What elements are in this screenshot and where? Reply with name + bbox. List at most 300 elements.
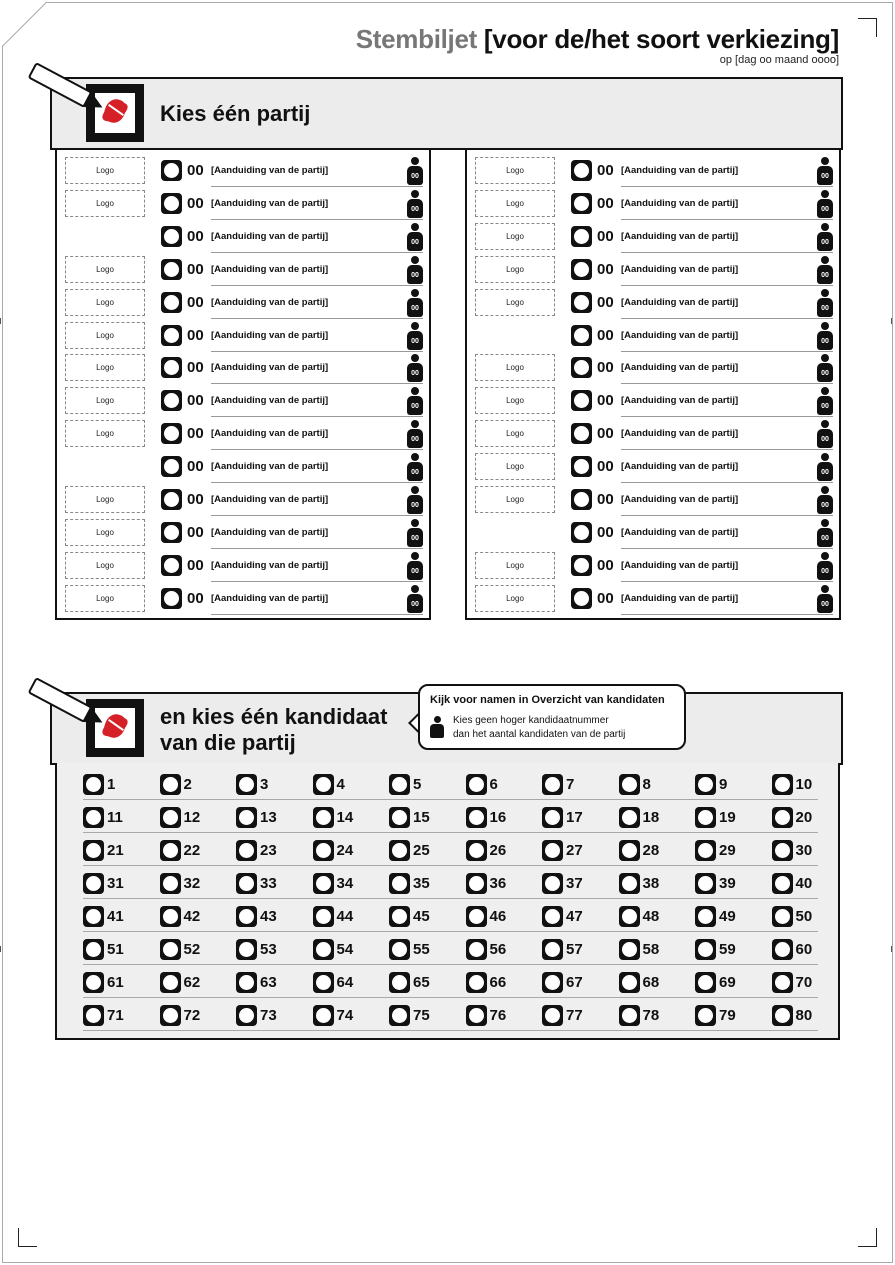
candidate-number: 48 — [642, 908, 660, 925]
candidate-vote-button[interactable] — [542, 939, 563, 960]
party-name: [Aanduiding van de partij] — [211, 296, 329, 308]
party-vote-button[interactable] — [571, 357, 592, 378]
person-head — [411, 585, 419, 593]
candidate-vote-button[interactable] — [313, 774, 334, 795]
vote-circle-icon — [86, 909, 101, 924]
party-number: 00 — [597, 162, 614, 179]
party-name: [Aanduiding van de partij] — [211, 428, 329, 440]
candidate-vote-button[interactable] — [695, 807, 716, 828]
party-number: 00 — [597, 491, 614, 508]
vote-circle-icon — [574, 229, 589, 244]
person-head — [821, 354, 829, 362]
candidate-vote-button[interactable] — [695, 774, 716, 795]
candidate-grid — [55, 763, 840, 1040]
party-vote-button[interactable] — [161, 325, 182, 346]
party-vote-button[interactable] — [571, 259, 592, 280]
party-vote-button[interactable] — [571, 292, 592, 313]
vote-circle-icon — [775, 909, 790, 924]
vote-circle-icon — [469, 876, 484, 891]
candidate-vote-button[interactable] — [236, 906, 257, 927]
party-vote-button[interactable] — [161, 489, 182, 510]
party-logo — [475, 190, 555, 217]
vote-circle-icon — [574, 591, 589, 606]
candidate-number: 27 — [566, 842, 583, 859]
party-number: 00 — [187, 392, 204, 410]
candidate-number: 78 — [642, 1007, 660, 1024]
party-row[interactable] — [57, 319, 429, 352]
vote-circle-icon — [545, 942, 560, 957]
party-row[interactable] — [57, 582, 429, 615]
vote-circle-icon — [164, 459, 179, 474]
party-logo — [65, 486, 145, 513]
person-icon — [816, 585, 834, 613]
vote-circle-icon — [545, 1008, 560, 1023]
party-name: [Aanduiding van de partij] — [211, 461, 329, 473]
candidate-vote-button[interactable] — [236, 972, 257, 993]
candidate-vote-button[interactable] — [160, 972, 181, 993]
person-icon — [406, 486, 424, 514]
candidate-vote-button[interactable] — [695, 939, 716, 960]
edge-tick — [0, 318, 1, 324]
party-vote-button[interactable] — [161, 259, 182, 280]
candidate-vote-button[interactable] — [313, 807, 334, 828]
party-vote-button[interactable] — [571, 423, 592, 444]
party-row[interactable] — [57, 483, 429, 516]
party-row[interactable] — [467, 450, 839, 483]
party-name: [Aanduiding van de partij] — [211, 494, 329, 505]
vote-circle-icon — [163, 975, 178, 990]
grid-rule — [83, 799, 818, 800]
party-name: [Aanduiding van de partij] — [621, 461, 739, 473]
party-row[interactable] — [57, 154, 429, 187]
person-icon — [406, 223, 424, 251]
vote-circle-icon — [316, 810, 331, 825]
party-row[interactable] — [467, 319, 839, 352]
candidate-vote-button[interactable] — [466, 1005, 487, 1026]
candidate-vote-button[interactable] — [466, 873, 487, 894]
vote-circle-icon — [164, 558, 179, 573]
party-vote-button[interactable] — [161, 522, 182, 543]
candidate-vote-button[interactable] — [160, 939, 181, 960]
candidate-vote-button[interactable] — [160, 873, 181, 894]
party-logo — [475, 256, 555, 283]
candidate-vote-button[interactable] — [695, 906, 716, 927]
candidate-vote-button[interactable] — [466, 906, 487, 927]
party-row[interactable] — [467, 187, 839, 220]
party-row[interactable] — [57, 516, 429, 549]
bubble-line1: Kies geen hoger kandidaatnummer — [453, 715, 609, 726]
party-vote-button[interactable] — [571, 555, 592, 576]
party-name: [Aanduiding van de partij] — [621, 494, 739, 505]
party-row[interactable] — [467, 516, 839, 549]
party-logo-label: Logo — [506, 429, 524, 439]
vote-circle-icon — [574, 558, 589, 573]
election-date: op [dag oo maand oooo] — [719, 54, 839, 66]
candidate-vote-button[interactable] — [389, 906, 410, 927]
candidate-vote-button[interactable] — [619, 1005, 640, 1026]
candidate-number: 69 — [719, 974, 736, 991]
candidate-vote-button[interactable] — [772, 840, 793, 861]
candidate-number: 42 — [183, 908, 201, 925]
party-vote-button[interactable] — [571, 588, 592, 609]
party-row[interactable] — [57, 549, 429, 582]
grid-rule — [83, 964, 818, 965]
candidate-vote-button[interactable] — [772, 807, 793, 828]
crop-mark-bottom-right — [858, 1228, 877, 1247]
vote-circle-icon — [86, 942, 101, 957]
candidate-vote-button[interactable] — [542, 840, 563, 861]
candidate-vote-button[interactable] — [619, 939, 640, 960]
candidate-vote-button[interactable] — [772, 873, 793, 894]
candidate-count: 00 — [821, 534, 829, 542]
candidate-vote-button[interactable] — [389, 807, 410, 828]
person-head — [411, 190, 419, 198]
candidate-vote-button[interactable] — [236, 774, 257, 795]
vote-circle-icon — [392, 777, 407, 792]
party-vote-button[interactable] — [161, 292, 182, 313]
candidate-vote-button[interactable] — [83, 873, 104, 894]
party-row[interactable] — [467, 351, 839, 384]
candidate-vote-button[interactable] — [389, 873, 410, 894]
vote-circle-icon — [698, 843, 713, 858]
candidate-vote-button[interactable] — [83, 774, 104, 795]
vote-circle-icon — [545, 909, 560, 924]
party-logo — [65, 354, 145, 381]
person-icon — [406, 552, 424, 580]
candidate-vote-button[interactable] — [466, 972, 487, 993]
party-number: 00 — [187, 194, 204, 212]
vote-circle-icon — [574, 360, 589, 375]
candidate-number: 41 — [107, 908, 124, 925]
party-vote-button[interactable] — [161, 456, 182, 477]
party-vote-button[interactable] — [161, 357, 182, 378]
candidate-vote-button[interactable] — [313, 873, 334, 894]
party-number: 00 — [597, 260, 614, 278]
candidate-vote-button[interactable] — [83, 840, 104, 861]
candidate-vote-button[interactable] — [313, 840, 334, 861]
candidate-number: 71 — [107, 1007, 124, 1024]
party-vote-button[interactable] — [161, 226, 182, 247]
vote-circle-icon — [163, 876, 178, 891]
candidate-vote-button[interactable] — [619, 873, 640, 894]
party-number: 00 — [187, 556, 204, 574]
candidate-count: 00 — [411, 469, 419, 477]
party-number: 00 — [597, 293, 614, 311]
candidate-vote-button[interactable] — [313, 906, 334, 927]
party-number: 00 — [597, 326, 614, 344]
person-icon — [406, 420, 424, 448]
candidate-number: 30 — [795, 842, 813, 859]
crop-mark-top-right — [858, 18, 877, 37]
candidate-vote-button[interactable] — [83, 1005, 104, 1026]
candidate-vote-button[interactable] — [772, 774, 793, 795]
vote-circle-icon — [164, 163, 179, 178]
row-rule — [211, 614, 423, 615]
candidate-number: 19 — [719, 809, 736, 826]
candidate-vote-button[interactable] — [542, 807, 563, 828]
vote-circle-icon — [163, 777, 178, 792]
candidate-vote-button[interactable] — [542, 906, 563, 927]
vote-circle-icon — [622, 777, 637, 792]
party-row[interactable] — [467, 483, 839, 516]
candidate-vote-button[interactable] — [389, 1005, 410, 1026]
candidate-vote-button[interactable] — [542, 873, 563, 894]
party-logo — [65, 387, 145, 414]
party-row[interactable] — [467, 220, 839, 253]
edge-tick — [0, 946, 1, 952]
person-icon — [816, 190, 834, 218]
party-name: [Aanduiding van de partij] — [211, 592, 329, 604]
vote-circle-icon — [775, 843, 790, 858]
party-name: [Aanduiding van de partij] — [211, 526, 329, 538]
candidate-vote-button[interactable] — [542, 972, 563, 993]
candidate-vote-button[interactable] — [772, 972, 793, 993]
person-icon — [816, 519, 834, 547]
party-name: [Aanduiding van de partij] — [621, 559, 739, 571]
party-row[interactable] — [467, 154, 839, 187]
vote-circle-icon — [239, 876, 254, 891]
vote-circle-icon — [316, 777, 331, 792]
grid-rule — [83, 898, 818, 899]
party-logo-label: Logo — [506, 462, 524, 472]
vote-circle-icon — [86, 777, 101, 792]
candidate-vote-button[interactable] — [160, 1005, 181, 1026]
party-name: [Aanduiding van de partij] — [211, 197, 329, 209]
party-number: 00 — [187, 227, 204, 245]
party-name: [Aanduiding van de partij] — [621, 329, 739, 341]
vote-circle-icon — [86, 810, 101, 825]
person-icon — [406, 289, 424, 317]
candidate-number: 60 — [795, 941, 813, 958]
party-logo-label: Logo — [506, 166, 524, 175]
vote-circle-icon — [239, 1008, 254, 1023]
candidate-vote-button[interactable] — [772, 939, 793, 960]
vote-circle-icon — [392, 909, 407, 924]
party-number: 00 — [187, 359, 204, 377]
candidate-number: 59 — [719, 941, 736, 958]
candidate-vote-button[interactable] — [619, 906, 640, 927]
candidate-number: 54 — [336, 941, 354, 958]
party-row[interactable] — [57, 450, 429, 483]
person-head — [821, 157, 829, 165]
candidate-count: 00 — [821, 436, 829, 444]
candidate-number: 43 — [260, 908, 277, 925]
vote-circle-icon — [164, 196, 179, 211]
vote-circle-icon — [574, 525, 589, 540]
candidate-vote-button[interactable] — [695, 840, 716, 861]
party-number: 00 — [597, 523, 614, 541]
party-logo — [475, 420, 555, 447]
party-vote-button[interactable] — [571, 522, 592, 543]
candidate-vote-button[interactable] — [83, 807, 104, 828]
vote-circle-icon — [164, 360, 179, 375]
party-number: 00 — [187, 326, 204, 344]
candidate-number: 70 — [795, 974, 813, 991]
party-vote-button[interactable] — [161, 588, 182, 609]
candidate-vote-button[interactable] — [160, 807, 181, 828]
candidate-count: 00 — [411, 271, 419, 279]
party-row[interactable] — [57, 286, 429, 319]
candidate-count: 00 — [411, 403, 419, 411]
candidate-vote-button[interactable] — [389, 840, 410, 861]
candidate-vote-button[interactable] — [542, 1005, 563, 1026]
candidate-number: 16 — [489, 809, 507, 826]
candidate-vote-button[interactable] — [466, 807, 487, 828]
party-row[interactable] — [57, 187, 429, 220]
candidate-vote-button[interactable] — [236, 939, 257, 960]
party-row[interactable] — [467, 582, 839, 615]
candidate-vote-button[interactable] — [466, 774, 487, 795]
vote-circle-icon — [622, 843, 637, 858]
candidate-number: 21 — [107, 842, 124, 859]
vote-circle-icon — [316, 942, 331, 957]
party-number: 00 — [187, 458, 204, 476]
candidate-vote-button[interactable] — [313, 972, 334, 993]
candidate-count: 00 — [821, 271, 829, 279]
vote-circle-icon — [316, 1008, 331, 1023]
candidate-count: 00 — [411, 205, 419, 213]
party-row[interactable] — [467, 384, 839, 417]
candidate-number: 75 — [413, 1007, 430, 1024]
party-row[interactable] — [57, 417, 429, 450]
party-heading: Kies één partij — [160, 101, 311, 126]
candidate-vote-button[interactable] — [619, 840, 640, 861]
party-row[interactable] — [467, 417, 839, 450]
grid-rule — [83, 931, 818, 932]
party-logo — [65, 420, 145, 447]
candidate-vote-button[interactable] — [619, 774, 640, 795]
party-logo-label: Logo — [506, 495, 524, 504]
vote-circle-icon — [164, 525, 179, 540]
candidate-vote-button[interactable] — [160, 840, 181, 861]
vote-circle-icon — [163, 909, 178, 924]
candidate-vote-button[interactable] — [389, 939, 410, 960]
candidate-vote-button[interactable] — [236, 840, 257, 861]
candidate-vote-button[interactable] — [83, 906, 104, 927]
candidate-vote-button[interactable] — [772, 1005, 793, 1026]
bubble-title: Kijk voor namen in Overzicht van kandidaten — [430, 694, 665, 706]
party-number: 00 — [187, 491, 204, 508]
party-vote-button[interactable] — [161, 423, 182, 444]
candidate-count: 00 — [411, 567, 419, 575]
party-vote-button[interactable] — [571, 390, 592, 411]
candidate-vote-button[interactable] — [313, 939, 334, 960]
candidate-number: 35 — [413, 875, 430, 892]
candidate-number: 2 — [183, 776, 192, 793]
party-row[interactable] — [467, 549, 839, 582]
candidate-vote-button[interactable] — [466, 840, 487, 861]
candidate-vote-button[interactable] — [83, 939, 104, 960]
candidate-vote-button[interactable] — [313, 1005, 334, 1026]
vote-circle-icon — [469, 909, 484, 924]
party-number: 00 — [187, 425, 204, 443]
party-row[interactable] — [57, 384, 429, 417]
party-name: [Aanduiding van de partij] — [211, 559, 329, 571]
party-number: 00 — [187, 162, 204, 179]
candidate-number: 23 — [260, 842, 277, 859]
candidate-vote-button[interactable] — [236, 873, 257, 894]
person-head — [411, 322, 419, 330]
party-row[interactable] — [57, 351, 429, 384]
party-vote-button[interactable] — [571, 226, 592, 247]
person-icon — [816, 387, 834, 415]
candidate-vote-button[interactable] — [236, 1005, 257, 1026]
candidate-vote-button[interactable] — [389, 972, 410, 993]
party-name: [Aanduiding van de partij] — [621, 197, 739, 209]
candidate-vote-button[interactable] — [695, 1005, 716, 1026]
candidate-vote-button[interactable] — [619, 972, 640, 993]
party-logo-label: Logo — [506, 363, 524, 373]
candidate-number: 77 — [566, 1007, 583, 1024]
title-black: [voor de/het soort verkiezing] — [483, 24, 839, 54]
party-logo — [65, 519, 145, 546]
candidate-vote-button[interactable] — [160, 906, 181, 927]
candidate-number: 52 — [183, 941, 201, 958]
person-icon — [406, 453, 424, 481]
party-logo-label: Logo — [96, 198, 114, 208]
candidate-number: 6 — [489, 776, 498, 793]
party-vote-button[interactable] — [571, 325, 592, 346]
bubble-line2: dan het aantal kandidaten van de partij — [453, 729, 626, 740]
party-row[interactable] — [57, 253, 429, 286]
candidate-number: 26 — [489, 842, 507, 859]
candidate-vote-button[interactable] — [772, 906, 793, 927]
party-vote-button[interactable] — [161, 160, 182, 181]
grid-rule — [83, 865, 818, 866]
party-vote-button[interactable] — [161, 555, 182, 576]
candidate-vote-button[interactable] — [619, 807, 640, 828]
party-vote-button[interactable] — [161, 390, 182, 411]
vote-circle-icon — [698, 942, 713, 957]
party-vote-button[interactable] — [571, 160, 592, 181]
party-logo-label: Logo — [96, 429, 114, 439]
vote-circle-icon — [164, 262, 179, 277]
party-logo-label: Logo — [96, 593, 114, 603]
party-row[interactable] — [467, 253, 839, 286]
vote-circle-icon — [164, 492, 179, 507]
candidate-count: 00 — [821, 600, 829, 608]
party-logo — [65, 157, 145, 184]
grid-rule — [83, 832, 818, 833]
party-vote-button[interactable] — [571, 456, 592, 477]
party-vote-button[interactable] — [571, 489, 592, 510]
candidate-vote-button[interactable] — [160, 774, 181, 795]
party-vote-button[interactable] — [161, 193, 182, 214]
candidate-vote-button[interactable] — [542, 774, 563, 795]
vote-circle-icon — [392, 1008, 407, 1023]
candidate-number: 58 — [642, 941, 660, 958]
person-icon — [816, 453, 834, 481]
candidate-vote-button[interactable] — [466, 939, 487, 960]
vote-circle-icon — [545, 975, 560, 990]
vote-circle-icon — [392, 876, 407, 891]
candidate-vote-button[interactable] — [389, 774, 410, 795]
party-logo — [475, 585, 555, 612]
party-row[interactable] — [57, 220, 429, 253]
person-icon — [816, 420, 834, 448]
vote-circle-icon — [469, 975, 484, 990]
candidate-vote-button[interactable] — [236, 807, 257, 828]
party-row[interactable] — [467, 286, 839, 319]
person-head — [821, 387, 829, 395]
party-name: [Aanduiding van de partij] — [621, 263, 739, 275]
candidate-vote-button[interactable] — [83, 972, 104, 993]
candidate-count: 00 — [821, 304, 829, 312]
candidate-vote-button[interactable] — [695, 972, 716, 993]
party-vote-button[interactable] — [571, 193, 592, 214]
vote-circle-icon — [86, 975, 101, 990]
candidate-vote-button[interactable] — [695, 873, 716, 894]
